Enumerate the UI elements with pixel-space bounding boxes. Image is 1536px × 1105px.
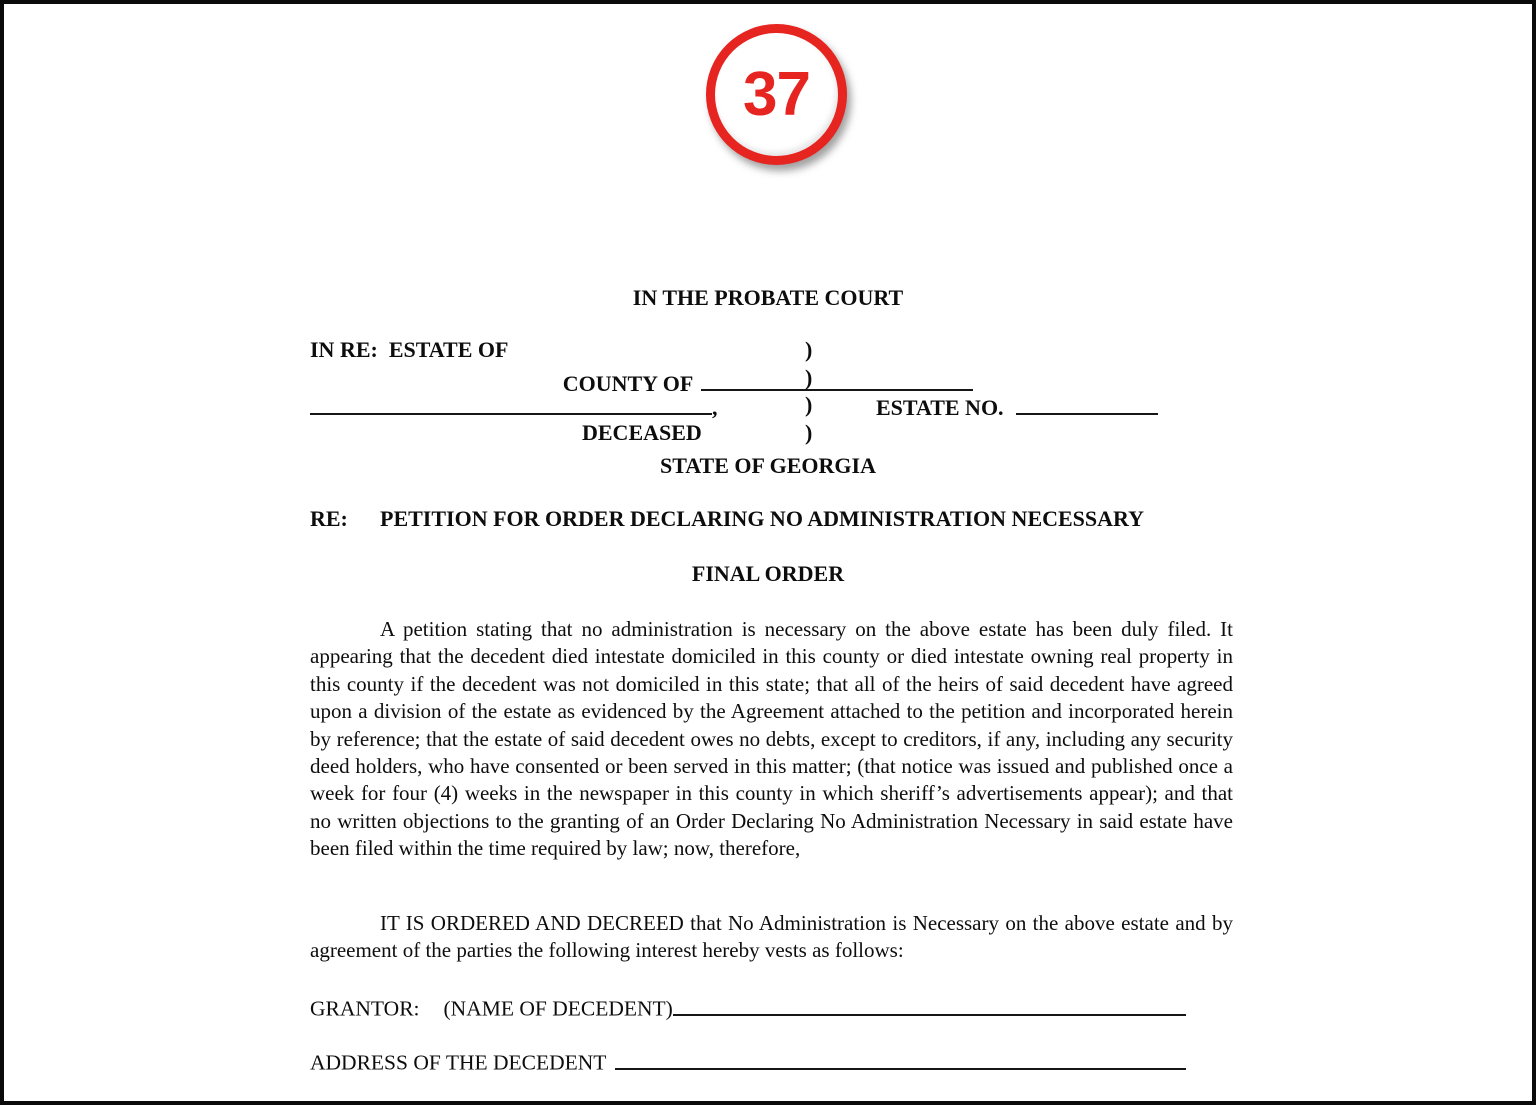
caption-paren: ) bbox=[805, 392, 813, 417]
page-number-badge bbox=[706, 24, 847, 165]
header-court-line: IN THE PROBATE COURT bbox=[632, 285, 904, 310]
estate-no-label: ESTATE NO. bbox=[876, 395, 1004, 420]
order-paragraph-recitals: A petition stating that no administration is necessary on the above estate has been duly filed. It appearing that the decedent died intestate domiciled in this county or died intestate owning real property in this county if the decedent was not domiciled in this state; that all of the heirs of said decedent have agreed upon a division of the estate as evidenced by the Agreement attached to the petition and incorporated herein by reference; that the estate of said decedent owes no debts, except to creditors, if any, including any security deed holders, who have consented or been served in this matter; (that notice was issued and published once a week for four (4) weeks in the newspaper in this county in which sheriff’s advertisements appear); and that no written objections to the granting of an Order Declaring No Administration Necessary in said estate have been filed within the time required by law; now, therefore, bbox=[310, 617, 1233, 861]
header-state-line: STATE OF GEORGIA bbox=[660, 453, 876, 478]
address-blank-field[interactable] bbox=[615, 1046, 1186, 1070]
re-subject-line bbox=[310, 506, 1144, 532]
grantor-blank-field[interactable] bbox=[673, 992, 1186, 1016]
grantor-line bbox=[310, 992, 1186, 1022]
decedent-name-line bbox=[310, 391, 718, 422]
name-of-decedent-label: (NAME OF DECEDENT) bbox=[443, 996, 673, 1021]
in-re-estate-of-label: IN RE: ESTATE OF bbox=[310, 337, 509, 362]
deceased-label: DECEASED bbox=[582, 419, 702, 445]
address-line bbox=[310, 1046, 1186, 1076]
re-label: RE: bbox=[310, 506, 348, 531]
estate-no-line bbox=[876, 391, 1158, 422]
final-order-heading: FINAL ORDER bbox=[691, 561, 845, 586]
name-comma: , bbox=[712, 395, 718, 420]
decedent-name-blank-field[interactable] bbox=[310, 391, 712, 415]
grantor-label: GRANTOR: bbox=[310, 996, 420, 1021]
caption-paren: ) bbox=[805, 364, 813, 390]
caption-paren: ) bbox=[805, 337, 813, 362]
caption-paren: ) bbox=[805, 419, 813, 445]
case-caption bbox=[310, 336, 1233, 456]
estate-no-blank-field[interactable] bbox=[1016, 391, 1158, 415]
order-paragraph-decree: IT IS ORDERED AND DECREED that No Administration is Necessary on the above estate and by agreement of the parties the following interest hereby vests as follows: bbox=[310, 911, 1233, 963]
badge-number: 37 bbox=[743, 59, 810, 129]
county-of-label: COUNTY OF bbox=[562, 370, 694, 396]
petition-title: PETITION FOR ORDER DECLARING NO ADMINISTRATION NECESSARY bbox=[380, 506, 1145, 531]
address-of-decedent-label: ADDRESS OF THE DECEDENT bbox=[310, 1050, 607, 1075]
